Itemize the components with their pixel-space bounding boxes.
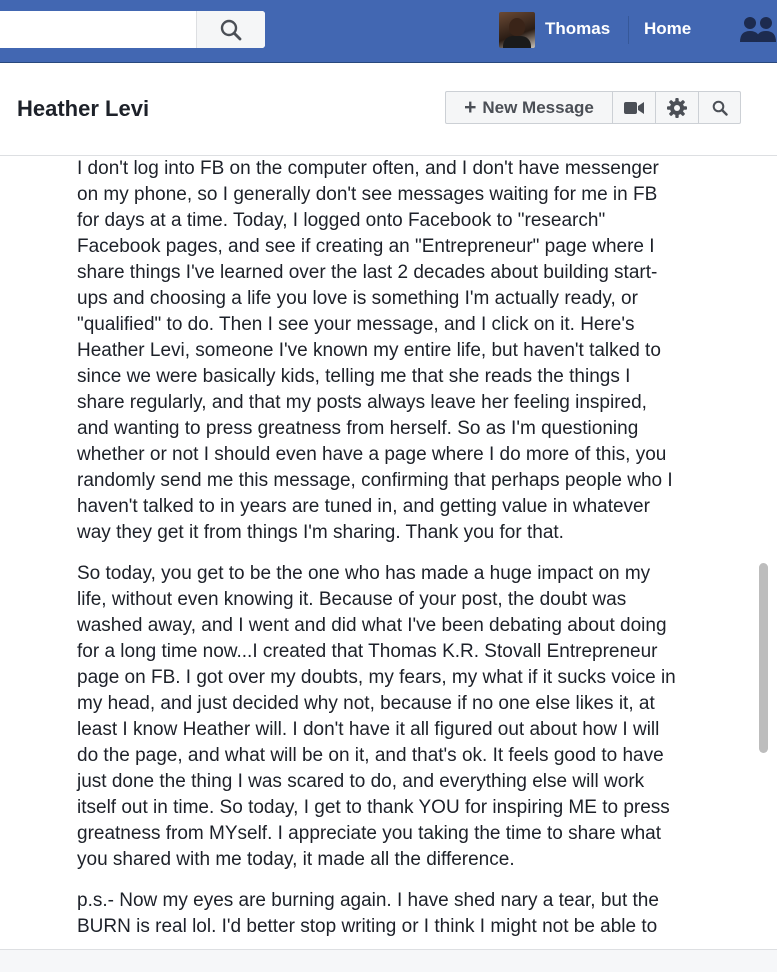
avatar[interactable] <box>499 12 535 48</box>
video-camera-icon <box>624 101 644 115</box>
search-icon <box>712 100 728 116</box>
scrollbar-thumb[interactable] <box>759 563 768 753</box>
message-thread <box>0 156 777 949</box>
search-conversation-button[interactable] <box>699 92 740 123</box>
new-message-label: New Message <box>482 97 594 117</box>
message-paragraph: I don't log into FB on the computer often, and I don't have messenger on my phone, so I generally don't see messages waiting for me in FB for days at a time. Today, I logged onto Facebook to "research" Facebook pages, and see if creating an "Entrepreneur" page where I share things I've learned over the last 2 decades about building start-ups and choosing a life you love is something I'm actually ready, or "qualified" to do. Then I see your message, and I click on it. Here's Heather Levi, someone I've known my entire life, but haven't talked to since we were basically kids, telling me that she reads the things I share regularly, and that my posts always leave her feeling inspired, and wanting to press greatness from herself. So as I'm questioning whether or not I should even have a page where I do more of this, you randomly send me this message, confirming that perhaps people who I haven't talked to in years are tuned in, and getting value in whatever way they get it from things I'm sharing. Thank you for that. <box>77 158 673 543</box>
conversation-actions <box>445 91 741 124</box>
home-link[interactable]: Home <box>644 19 692 38</box>
gear-icon <box>667 98 687 118</box>
search-icon <box>219 18 243 42</box>
composer-edge <box>0 949 777 972</box>
message-paragraph: p.s.- Now my eyes are burning again. I have shed nary a tear, but the BURN is real lol. I'd better stop writing or I think I might not be able to <box>77 890 659 937</box>
message-paragraph: So today, you get to be the one who has made a huge impact on my life, without even knowing it. Because of your post, the doubt was washed away, and I went and did what I've been debating about doing for a long time now...I created that Thomas K.R. Stovall Entrepreneur page on FB. I got over my doubts, my fears, my what if it sucks voice in my head, and just decided why not, because if no one else likes it, at least I know Heather will. I don't have it all figured out about how I will do the page, and what will be on it, and that's ok. It feels good to have just done the thing I was scared to do, and everything else will work itself out in time. So today, I get to thank YOU for inspiring ME to press greatness from MYself. I appreciate you taking the time to share what you shared with me today, it made all the difference. <box>77 563 676 870</box>
profile-link[interactable]: Thomas <box>545 19 611 38</box>
conversation-header <box>0 63 777 156</box>
settings-button[interactable] <box>656 92 699 123</box>
plus-icon: + <box>464 96 477 119</box>
friend-requests-icon[interactable] <box>740 15 777 45</box>
search-input[interactable] <box>0 11 196 48</box>
search-button[interactable] <box>196 11 265 48</box>
video-call-button[interactable] <box>613 92 656 123</box>
top-navigation-bar <box>0 0 777 63</box>
search-box <box>0 11 265 48</box>
conversation-title: Heather Levi <box>17 96 150 121</box>
new-message-button[interactable] <box>446 92 613 123</box>
nav-divider <box>628 16 629 44</box>
message-body <box>77 156 681 949</box>
